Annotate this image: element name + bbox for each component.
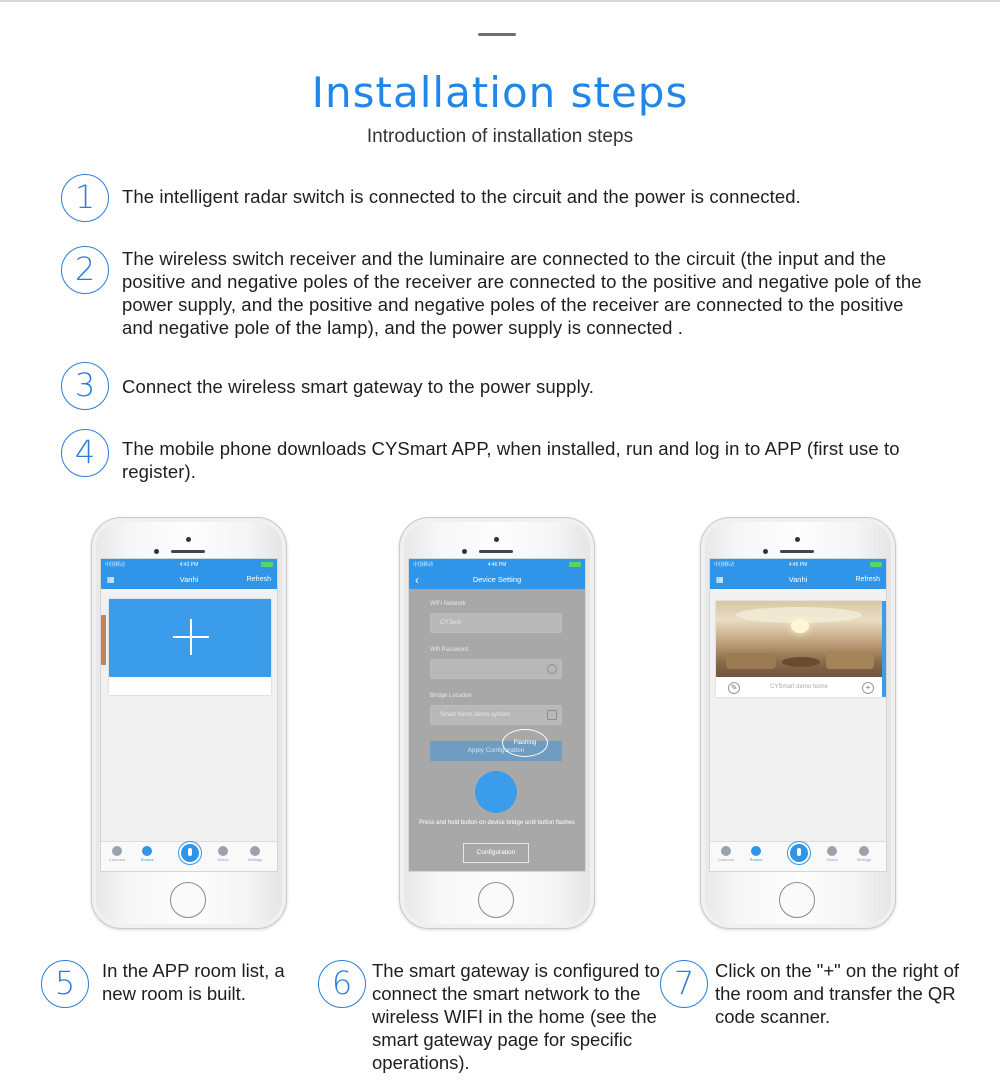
tab-label: Settings: [247, 857, 263, 862]
step-text: The wireless switch receiver and the luminaire are connected to the circuit (the input and the positive and negative poles of the receiver are connected to the positive and negative pole of the power supply, and the positive and negative poles of the receiver are connected to the positive and negative pole of the lamp), and the power supply is connected .: [122, 248, 922, 338]
home-icon: [751, 846, 761, 856]
status-bar: [710, 559, 886, 571]
room-photo: [716, 601, 882, 677]
tab-label: Settings: [856, 857, 872, 862]
gear-icon: [250, 846, 260, 856]
scene-icon: [827, 846, 837, 856]
plus-icon[interactable]: [173, 619, 209, 655]
top-divider: [0, 0, 1000, 2]
common-icon: [721, 846, 731, 856]
table-shape: [782, 657, 820, 667]
gear-icon: [859, 846, 869, 856]
phone-screen: [408, 558, 586, 872]
tab-label: Scene: [217, 857, 229, 862]
wifi-password-label: Wifi Password: [430, 647, 469, 653]
edit-icon[interactable]: ✎: [728, 682, 740, 694]
bridge-location-label: Bridge Location: [430, 693, 472, 699]
grid-icon[interactable]: ▦: [716, 575, 724, 584]
nav-title: Vanhi: [788, 575, 808, 584]
earpiece-speaker: [171, 550, 205, 553]
home-icon: [142, 846, 152, 856]
sofa-shape: [826, 651, 874, 669]
step-text: Click on the "+" on the right of the room and transfer the QR code scanner.: [715, 960, 960, 1027]
flashing-speech-bubble: Flashing: [502, 729, 548, 757]
tab-settings[interactable]: [243, 846, 267, 862]
tab-label: Rooms: [140, 857, 154, 862]
step-number-circle: 1: [61, 174, 109, 222]
step-number-circle: 4: [61, 429, 109, 477]
step-text: The intelligent radar switch is connected to the circuit and the power is connected.: [122, 186, 801, 207]
home-button: [779, 882, 815, 918]
home-button: [170, 882, 206, 918]
battery-icon: [261, 562, 273, 567]
bridge-button-illustration: [475, 771, 517, 813]
nav-title: Device Setting: [472, 575, 522, 584]
tab-settings[interactable]: [852, 846, 876, 862]
carrier-label: 中国移动: [413, 562, 434, 568]
carrier-label: 中国移动: [714, 562, 735, 568]
page-title: Installation steps: [311, 68, 689, 117]
add-icon[interactable]: +: [862, 682, 874, 694]
step-number-circle: 5: [41, 960, 89, 1008]
step-text: The smart gateway is configured to connect the smart network to the wireless WIFI in the home (see the smart gateway page for specific operations).: [372, 960, 660, 1073]
step-text: In the APP room list, a new room is built.: [102, 960, 285, 1004]
configuration-button[interactable]: Configuration: [463, 843, 529, 863]
refresh-button[interactable]: Refresh: [246, 576, 271, 583]
tab-label: Common: [717, 857, 735, 862]
step-number-circle: 2: [61, 246, 109, 294]
press-hint-text: Press and hold button on device bridge until button flashes: [419, 820, 575, 826]
phone-mockup-room-list: [91, 517, 287, 929]
page-subtitle: Introduction of installation steps: [366, 126, 634, 147]
refresh-button[interactable]: Refresh: [855, 576, 880, 583]
room-card[interactable]: [716, 601, 882, 697]
battery-icon: [870, 562, 882, 567]
earpiece-speaker: [479, 550, 513, 553]
add-room-card[interactable]: [109, 599, 271, 695]
sensor-dot: [462, 549, 467, 554]
dim-overlay: [409, 589, 585, 872]
sensor-dot: [154, 549, 159, 554]
app-navbar: [409, 571, 585, 589]
home-button: [478, 882, 514, 918]
nav-title: Vanhi: [179, 575, 199, 584]
back-icon[interactable]: ‹: [415, 573, 419, 587]
wifi-password-field[interactable]: [430, 659, 562, 679]
wifi-network-label: WiFi Network: [430, 601, 466, 607]
tab-scene[interactable]: [820, 846, 844, 862]
tab-common[interactable]: [105, 846, 129, 862]
room-name: CYSmart demo home: [770, 684, 828, 690]
sensor-dot: [763, 549, 768, 554]
tab-bar: [710, 841, 886, 871]
status-bar: [409, 559, 585, 571]
top-dash: [478, 33, 516, 36]
apply-configuration-button[interactable]: Apply Configuration: [430, 741, 562, 761]
front-camera: [795, 537, 800, 542]
bridge-location-select[interactable]: [430, 705, 562, 725]
eye-icon[interactable]: [547, 664, 557, 674]
common-icon: [112, 846, 122, 856]
grid-icon[interactable]: ▦: [107, 575, 115, 584]
carrier-label: 中国移动: [105, 562, 126, 568]
adjacent-room-card-edge: [882, 601, 886, 697]
tab-label: Rooms: [749, 857, 763, 862]
step-number-circle: 3: [61, 362, 109, 410]
chevron-down-icon: [547, 710, 557, 720]
microphone-button[interactable]: [179, 842, 201, 864]
tab-scene[interactable]: [211, 846, 235, 862]
earpiece-speaker: [780, 550, 814, 553]
tab-rooms[interactable]: [135, 846, 159, 862]
sofa-shape: [726, 653, 776, 669]
phone-mockup-room-created: [700, 517, 896, 929]
step-number-circle: 7: [660, 960, 708, 1008]
status-time: 4:45 PM: [788, 562, 808, 568]
bridge-location-value: Smart home demo system: [440, 712, 511, 718]
step-text: Connect the wireless smart gateway to the power supply.: [122, 376, 594, 397]
scene-icon: [218, 846, 228, 856]
phone-screen: [709, 558, 887, 872]
tab-label: Common: [108, 857, 126, 862]
phone-screen: [100, 558, 278, 872]
status-time: 4:46 PM: [487, 562, 507, 568]
step-number-circle: 6: [318, 960, 366, 1008]
add-room-area[interactable]: [109, 599, 271, 677]
phone-mockup-device-setting: [399, 517, 595, 929]
step-text: The mobile phone downloads CYSmart APP, when installed, run and log in to APP (first use to register).: [122, 438, 900, 482]
tab-rooms[interactable]: [744, 846, 768, 862]
wifi-network-field[interactable]: CYTech: [430, 613, 562, 633]
tab-label: Scene: [826, 857, 838, 862]
adjacent-room-card-edge: [101, 615, 106, 665]
app-navbar: [101, 571, 277, 589]
tab-common[interactable]: [714, 846, 738, 862]
front-camera: [186, 537, 191, 542]
battery-icon: [569, 562, 581, 567]
app-navbar: [710, 571, 886, 589]
tab-bar: [101, 841, 277, 871]
status-bar: [101, 559, 277, 571]
microphone-button[interactable]: [788, 842, 810, 864]
chandelier-shape: [791, 619, 809, 633]
front-camera: [494, 537, 499, 542]
status-time: 4:43 PM: [179, 562, 199, 568]
